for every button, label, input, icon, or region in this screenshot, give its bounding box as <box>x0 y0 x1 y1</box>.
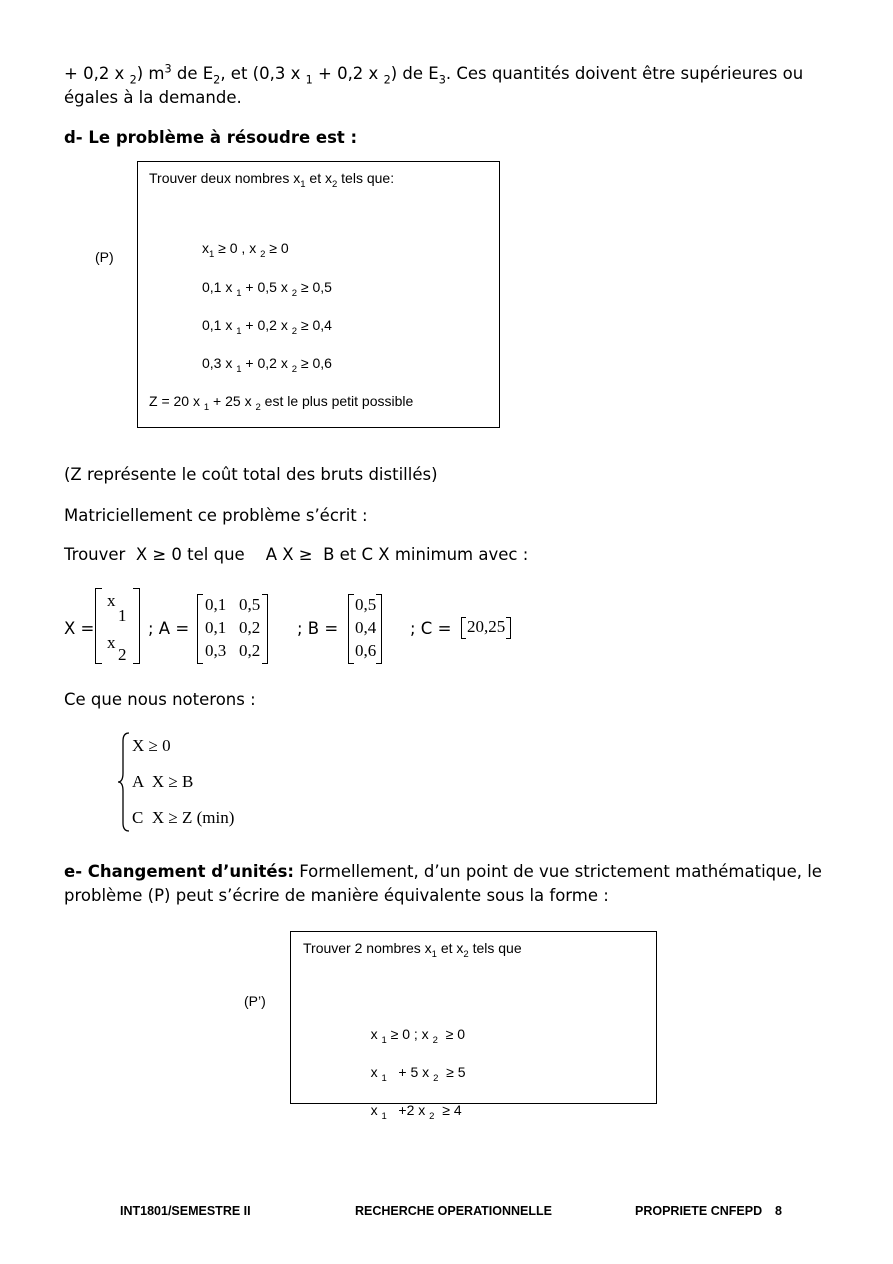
problem-pp-label: (P’) <box>244 993 266 1009</box>
pp-constraint-1: x $_1$ ≥ 0 ; x $_2$ ≥ 0 <box>370 1026 465 1046</box>
pp-constraint-3: x $_1$ +2 x $_2$ ≥ 4 <box>370 1102 462 1122</box>
problem-pp-title: Trouver 2 nombres $x_1$ et $x_2$ tels que <box>303 940 522 960</box>
section-e-line-2: problème (P) peut s’écrire de manière équivalente sous la forme : <box>64 886 609 905</box>
x-label: X = <box>64 619 95 638</box>
system-line-2: A X ≥ B <box>132 772 194 791</box>
note: (Z représente le coût total des bruts distillés) <box>64 465 438 484</box>
section-e-heading: e- Changement d’unités: <box>64 862 295 881</box>
section-e-line-1: e- Changement d’unités: Formellement, d’un point de vue strictement mathématique, le <box>64 862 822 881</box>
section-d-heading: d- Le problème à résoudre est : <box>64 128 358 147</box>
pp-constraint-2: x $_1$ + 5 x $_2$ ≥ 5 <box>370 1064 466 1084</box>
sep-a: ; A = <box>148 619 190 638</box>
constraint-4: 0,3 x $_1$ + 0,2 x $_2$ ≥ 0,6 <box>202 355 332 375</box>
intro-line-1: + 0,2 x $_2$) $m^3$ de $E_2$, et (0,3 x $_1$ + 0,2 x $_2$) de $E_3$. Ces quantités doivent être supérieures ou <box>64 62 804 87</box>
system-line-1: X ≥ 0 <box>132 736 171 755</box>
constraint-3: 0,1 x $_1$ + 0,2 x $_2$ ≥ 0,4 <box>202 317 332 337</box>
matrix-intro: Matriciellement ce problème s’écrit : <box>64 506 368 525</box>
problem-p-label: (P) <box>95 249 114 265</box>
footer-center: RECHERCHE OPERATIONNELLE <box>355 1204 553 1218</box>
objective: Z = 20 x $_1$ + 25 x $_2$ est le plus petit possible <box>149 393 414 413</box>
footer-left: INT1801/SEMESTRE II <box>120 1204 251 1218</box>
noterons: Ce que nous noterons : <box>64 690 256 709</box>
sep-b: ; B = <box>297 619 339 638</box>
problem-p-title: Trouver deux nombres $x_1$ et $x_2$ tels que: <box>149 170 395 190</box>
sep-c: ; C = <box>410 619 452 638</box>
constraint-1: $x_1 \ge 0$ , x $_2$ ≥ 0 <box>202 240 289 260</box>
curly-brace <box>116 731 132 833</box>
constraint-2: 0,1 x $_1$ + 0,5 x $_2$ ≥ 0,5 <box>202 279 332 299</box>
system-line-3: C X ≥ Z (min) <box>132 808 235 827</box>
footer-right: PROPRIETE CNFEPD <box>635 1204 763 1218</box>
problem-pp-box <box>290 931 657 1122</box>
page-number: 8 <box>775 1204 782 1218</box>
find-line: Trouver X ≥ 0 tel que A X ≥ B et C X minimum avec : <box>64 545 529 564</box>
intro-line-2: égales à la demande. <box>64 88 242 107</box>
problem-p-box <box>137 161 500 428</box>
